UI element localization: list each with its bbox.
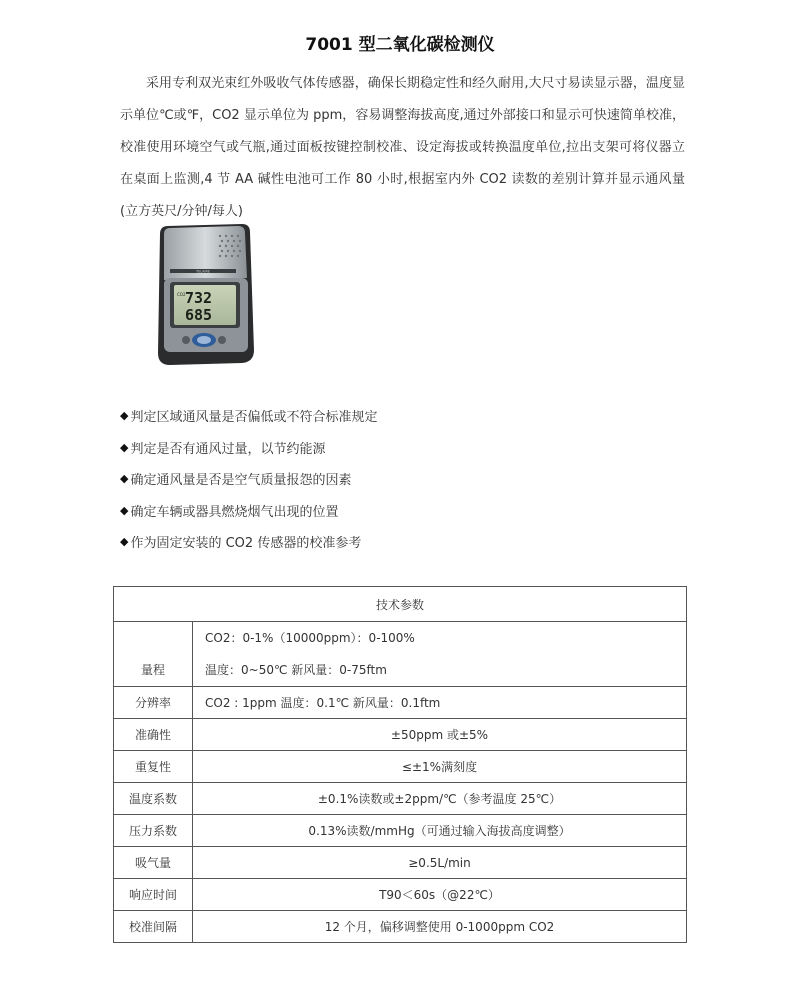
- intro-paragraph: 采用专利双光束红外吸收气体传感器，确保长期稳定性和经久耐用,大尺寸易读显示器，温度显示单位℃或℉，CO2 显示单位为 ppm，容易调整海拔高度,通过外部接口和显示可快速简单校准，校准使用环境空气或气瓶,通过面板按键控制校准、设定海拔或转换温度单位,拉出支架可将仪器立在桌面上监测,4 节 AA 碱性电池可工作 80 小时,根据室内外 CO2 读数的差别计算并显示通风量(立方英尺/分钟/每人): [120, 76, 685, 219]
- table-row: [114, 815, 687, 847]
- list-item: [120, 526, 377, 558]
- row-value: ±0.1%读数或±2ppm/℃（参考温度 25℃）: [193, 783, 687, 815]
- table-row: [114, 847, 687, 879]
- document-title: 7001 型二氧化碳检测仪: [305, 35, 495, 55]
- range-value: [193, 622, 687, 687]
- row-label: 校准间隔: [114, 911, 193, 943]
- list-item-text: 判定区域通风量是否偏低或不符合标准规定: [130, 410, 378, 426]
- co2-meter-image: [150, 222, 260, 367]
- table-row: [114, 911, 687, 943]
- table-row: [114, 751, 687, 783]
- resolution-value: CO2 : 1ppm 温度：0.1℃ 新风量：0.1ftm: [193, 687, 687, 719]
- lcd-reading-top: 732: [185, 289, 213, 307]
- range-line-co2: CO2：0-1%（10000ppm）：0-100%: [205, 631, 415, 645]
- list-item: [120, 495, 377, 527]
- row-value: 12 个月，偏移调整使用 0-1000ppm CO2: [193, 911, 687, 943]
- row-label: 重复性: [114, 751, 193, 783]
- row-label: 吸气量: [114, 847, 193, 879]
- row-label: 准确性: [114, 719, 193, 751]
- row-value: ≥0.5L/min: [193, 847, 687, 879]
- diamond-bullet-icon: ◆: [120, 503, 129, 517]
- list-item-text: 确定车辆或器具燃烧烟气出现的位置: [130, 504, 339, 520]
- diamond-bullet-icon: ◆: [120, 440, 129, 454]
- diamond-bullet-icon: ◆: [120, 472, 129, 486]
- brand-strip: TELAIRE: [196, 269, 210, 274]
- row-label: 响应时间: [114, 879, 193, 911]
- table-row: [114, 879, 687, 911]
- table-row: [114, 783, 687, 815]
- list-item-text: 判定是否有通风过量，以节约能源: [130, 441, 326, 457]
- list-item: [120, 400, 377, 432]
- spec-table: [113, 586, 687, 943]
- lcd-reading-bottom: 685: [185, 306, 213, 324]
- range-line-temp: 温度：0~50℃ 新风量：0-75ftm: [205, 663, 387, 677]
- row-value: ≤±1%满刻度: [193, 751, 687, 783]
- list-item: [120, 432, 377, 464]
- row-value: T90＜60s（@22℃）: [193, 879, 687, 911]
- svg-text:CO2: CO2: [177, 292, 186, 297]
- row-label: 温度系数: [114, 783, 193, 815]
- diamond-bullet-icon: ◆: [120, 535, 129, 549]
- row-value: ±50ppm 或±5%: [193, 719, 687, 751]
- range-label: 量程: [114, 622, 193, 687]
- list-item-text: 作为固定安装的 CO2 传感器的校准参考: [130, 536, 362, 552]
- diamond-bullet-icon: ◆: [120, 409, 129, 423]
- resolution-label: 分辨率: [114, 687, 193, 719]
- list-item: [120, 463, 377, 495]
- list-item-text: 确定通风量是否是空气质量报怨的因素: [130, 473, 352, 489]
- feature-list: [120, 400, 377, 558]
- table-row: [114, 719, 687, 751]
- row-value: 0.13%读数/mmHg（可通过输入海拔高度调整）: [193, 815, 687, 847]
- row-label: 压力系数: [114, 815, 193, 847]
- spec-table-header: 技术参数: [114, 587, 687, 622]
